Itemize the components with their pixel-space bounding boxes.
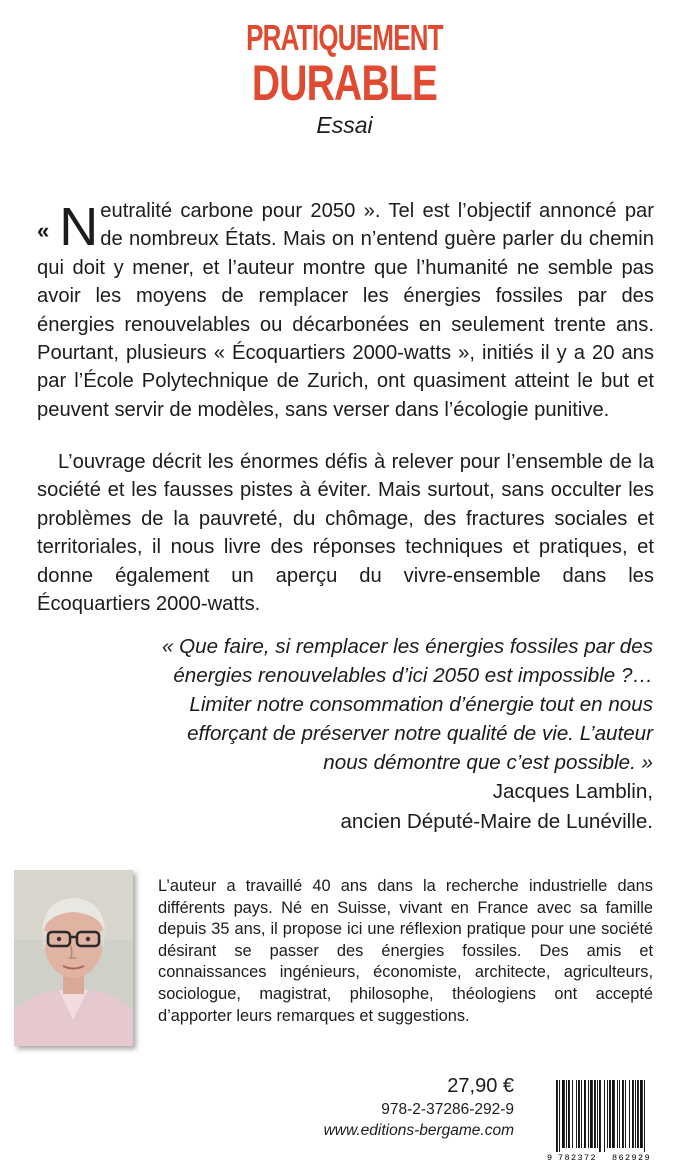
barcode-bar <box>578 1080 580 1148</box>
barcode-digit-prefix: 9 <box>547 1153 553 1162</box>
author-portrait-illustration <box>14 870 133 1046</box>
synopsis-paragraph-1-text: eutralité carbone pour 2050 ». Tel est l’objectif annoncé par de nombreux États. Mais on n’entend guère parler du chemin qui doit y mener, et l’auteur montre que l’humanité ne semble pas avoir les moyens de remplacer les énergies fossiles par des énergies renouvelables ou décarbonées en seulement trente ans. Pourtant, plusieurs « Écoquartiers 2000-watts », initiés il y a 20 ans par l’École Polytechnique de Zurich, ont quasiment atteint le but et peuvent servir de modèles, sans verser dans l’écologie punitive. <box>37 200 654 421</box>
barcode-bar <box>617 1080 618 1148</box>
barcode-bar <box>576 1080 577 1148</box>
book-title-line1: PRATIQUEMENT <box>246 17 443 58</box>
barcode-bar <box>590 1080 593 1148</box>
barcode-bar <box>609 1080 611 1148</box>
barcode-bar <box>612 1080 615 1148</box>
barcode-bar <box>572 1080 573 1148</box>
barcode-bar <box>619 1080 620 1148</box>
barcode-bar <box>562 1080 565 1148</box>
isbn-barcode <box>544 1078 672 1162</box>
publisher-website: www.editions-bergame.com <box>323 1122 514 1139</box>
barcode-bar <box>607 1080 608 1148</box>
barcode-bar <box>625 1080 626 1148</box>
opening-quote-mark: « <box>37 218 50 243</box>
barcode-digits-right: 862929 <box>612 1153 652 1162</box>
barcode-bar <box>604 1080 605 1152</box>
price-label: 27,90 € <box>447 1075 514 1097</box>
barcode-bar <box>644 1080 645 1152</box>
barcode-bar <box>559 1080 560 1152</box>
testimonial-author-role: ancien Député-Maire de Lunéville. <box>340 810 653 833</box>
barcode-bar <box>584 1080 586 1148</box>
book-subtitle: Essai <box>316 112 373 138</box>
barcode-bar <box>640 1080 643 1148</box>
barcode-bar <box>566 1080 567 1148</box>
testimonial-line: efforçant de préserver notre qualité de vie. L’auteur <box>187 722 653 745</box>
synopsis-paragraph-1 <box>37 197 654 424</box>
drop-cap-letter: N <box>59 197 99 257</box>
drop-cap-group <box>37 197 99 257</box>
isbn-number: 978-2-37286-292-9 <box>381 1101 514 1118</box>
title-block <box>0 18 689 140</box>
barcode-bar <box>588 1080 589 1148</box>
testimonial-line: énergies renouvelables d’ici 2050 est impossible ?… <box>173 664 653 687</box>
barcode-bar <box>635 1080 636 1148</box>
author-photo <box>14 870 133 1046</box>
barcode-bar <box>568 1080 570 1148</box>
barcode-bar <box>622 1080 624 1148</box>
testimonial-author: Jacques Lamblin, <box>492 780 653 803</box>
testimonial-attribution <box>53 777 653 837</box>
barcode-bar <box>581 1080 582 1148</box>
book-title-line2: DURABLE <box>251 55 438 111</box>
synopsis-paragraph-2: L’ouvrage décrit les énormes défis à relever pour l’ensemble de la société et les fausses pistes à éviter. Mais surtout, sans occulter les problèmes de la pauvreté, du chômage, des fractures sociales et territoriales, il nous livre des réponses techniques et pratiques, et donne également un aperçu du vivre-ensemble dans les Écoquartiers 2000-watts. <box>37 451 654 616</box>
barcode-bar <box>599 1080 601 1152</box>
barcode-bar <box>556 1080 558 1152</box>
barcode-digits-left: 782372 <box>558 1153 598 1162</box>
testimonial-line: nous démontre que c’est possible. » <box>323 751 653 774</box>
author-bio: L’auteur a travaillé 40 ans dans la recherche industrielle dans différents pays. Né en Suisse, vivant en France avec sa famille depuis 35 ans, il propose ici une réflexion pratique pour une société désirant se passer des énergies fossiles. Des amis et connaissances ingénieurs, économiste, architecte, agriculteurs, sociologue, magistrat, philosophe, théologiens ont accepté d’apporter leurs remarques et suggestions. <box>158 877 653 1025</box>
barcode-bar <box>629 1080 630 1148</box>
testimonial-line: « Que faire, si remplacer les énergies fossiles par des <box>161 635 653 658</box>
barcode-bar <box>597 1080 598 1148</box>
barcode-bar <box>637 1080 639 1148</box>
testimonial-line: Limiter notre consommation d’énergie tout en nous <box>189 693 653 716</box>
barcode-bar <box>632 1080 634 1148</box>
barcode-bar <box>594 1080 596 1148</box>
testimonial-quote <box>53 632 653 777</box>
